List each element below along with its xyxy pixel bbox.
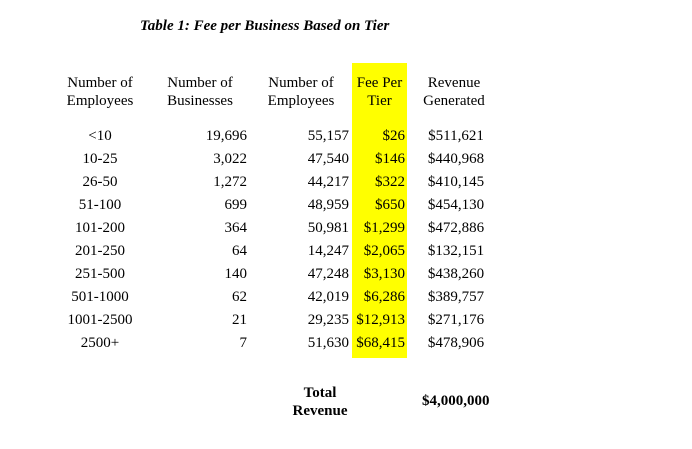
employees-cell: 29,235 xyxy=(307,312,349,328)
total-label-line: Total xyxy=(303,385,337,401)
table-row xyxy=(0,242,692,265)
table-row xyxy=(0,127,692,150)
fee-cell: $146 xyxy=(375,151,405,167)
businesses-cell: 3,022 xyxy=(213,151,247,167)
header-line: Fee Per xyxy=(356,75,403,91)
fee-cell: $1,299 xyxy=(363,220,405,236)
fee-cell: $322 xyxy=(375,174,405,190)
header-line: Employees xyxy=(267,93,335,109)
header-line: Businesses xyxy=(167,93,233,109)
revenue-cell: $454,130 xyxy=(427,197,485,213)
revenue-cell: $511,621 xyxy=(428,128,484,144)
header-number-of-employees xyxy=(258,74,344,110)
total-revenue-label xyxy=(280,384,360,420)
fee-cell: $12,913 xyxy=(356,312,405,328)
header-line: Number of xyxy=(67,75,133,91)
header-revenue-generated xyxy=(414,74,494,110)
businesses-cell: 699 xyxy=(224,197,247,213)
employees-cell: 47,540 xyxy=(307,151,349,167)
revenue-cell: $472,886 xyxy=(427,220,485,236)
tier-cell: 101-200 xyxy=(75,220,125,236)
table-row xyxy=(0,150,692,173)
revenue-cell: $478,906 xyxy=(427,335,485,351)
employees-cell: 55,157 xyxy=(307,128,349,144)
employees-cell: 14,247 xyxy=(307,243,349,259)
header-fee-per-tier xyxy=(352,74,407,110)
businesses-cell: 1,272 xyxy=(213,174,247,190)
employees-cell: 44,217 xyxy=(307,174,349,190)
revenue-cell: $389,757 xyxy=(427,289,485,305)
tier-cell: <10 xyxy=(88,128,112,144)
table-row xyxy=(0,288,692,311)
header-line: Tier xyxy=(367,93,392,109)
tier-cell: 501-1000 xyxy=(71,289,129,305)
businesses-cell: 64 xyxy=(232,243,247,259)
revenue-cell: $438,260 xyxy=(427,266,485,282)
businesses-cell: 364 xyxy=(224,220,247,236)
employees-cell: 42,019 xyxy=(307,289,349,305)
header-line: Revenue xyxy=(427,75,481,91)
header-employees-tier xyxy=(57,74,143,110)
tier-cell: 51-100 xyxy=(78,197,122,213)
table-row xyxy=(0,334,692,357)
tier-cell: 251-500 xyxy=(75,266,125,282)
header-number-of-businesses xyxy=(157,74,243,110)
businesses-cell: 62 xyxy=(232,289,247,305)
revenue-cell: $132,151 xyxy=(427,243,485,259)
tier-cell: 1001-2500 xyxy=(67,312,133,328)
table-row xyxy=(0,265,692,288)
businesses-cell: 19,696 xyxy=(205,128,247,144)
fee-cell: $26 xyxy=(382,128,405,144)
table-body xyxy=(0,127,692,357)
fee-cell: $2,065 xyxy=(363,243,405,259)
table-title: Table 1: Fee per Business Based on Tier xyxy=(140,18,390,34)
header-line: Generated xyxy=(423,93,485,109)
table-row xyxy=(0,173,692,196)
tier-cell: 2500+ xyxy=(80,335,120,351)
employees-cell: 51,630 xyxy=(307,335,349,351)
revenue-cell: $440,968 xyxy=(427,151,485,167)
header-line: Number of xyxy=(167,75,233,91)
fee-cell: $6,286 xyxy=(363,289,405,305)
employees-cell: 47,248 xyxy=(307,266,349,282)
table-row xyxy=(0,219,692,242)
fee-cell: $68,415 xyxy=(356,335,405,351)
tier-cell: 10-25 xyxy=(82,151,118,167)
total-revenue-value: $4,000,000 xyxy=(422,393,490,409)
tier-cell: 201-250 xyxy=(75,243,125,259)
header-line: Number of xyxy=(268,75,334,91)
revenue-cell: $271,176 xyxy=(427,312,485,328)
businesses-cell: 7 xyxy=(239,335,247,351)
fee-cell: $650 xyxy=(375,197,405,213)
employees-cell: 48,959 xyxy=(307,197,349,213)
table-row xyxy=(0,196,692,219)
employees-cell: 50,981 xyxy=(307,220,349,236)
revenue-cell: $410,145 xyxy=(427,174,485,190)
tier-cell: 26-50 xyxy=(82,174,118,190)
table-row xyxy=(0,311,692,334)
fee-cell: $3,130 xyxy=(363,266,405,282)
businesses-cell: 21 xyxy=(232,312,247,328)
total-label-line: Revenue xyxy=(292,403,348,419)
header-line: Employees xyxy=(66,93,134,109)
businesses-cell: 140 xyxy=(224,266,247,282)
